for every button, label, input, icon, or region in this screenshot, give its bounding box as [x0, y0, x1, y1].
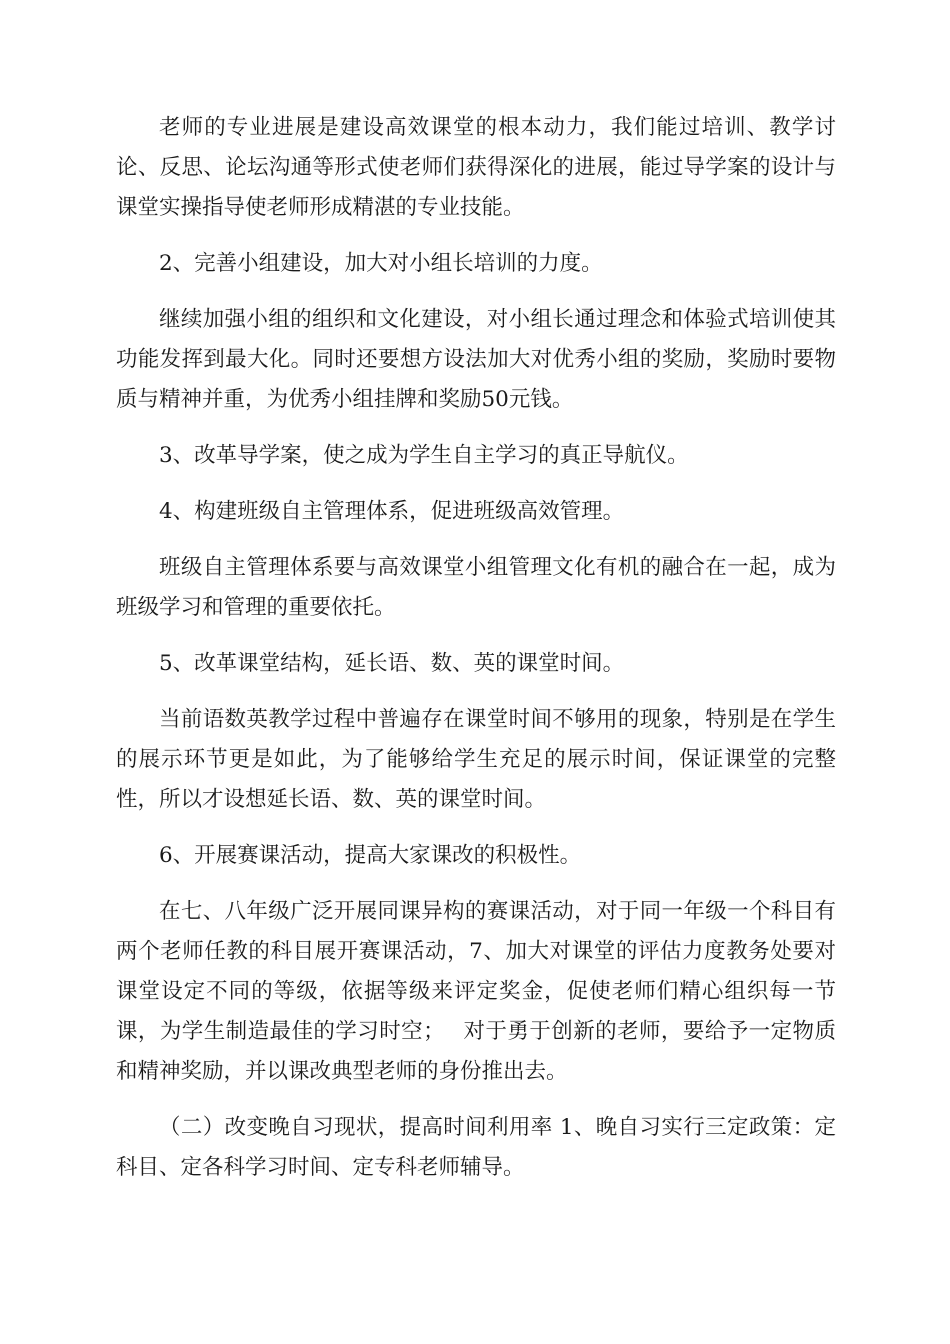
paragraph-group-building: 继续加强小组的组织和文化建设，对小组长通过理念和体验式培训使其功能发挥到最大化。同时还要想方设法加大对优秀小组的奖励，奖励时要物质与精神并重，为优秀小组挂牌和奖励50元钱。 — [116, 307, 836, 412]
paragraph-lesson-competition: 在七、八年级广泛开展同课异构的赛课活动，对于同一年级一个科目有两个老师任教的科目展开赛课活动，7、加大对课堂的评估力度教务处要对课堂设定不同的等级，依据等级来评定奖金，促使老师们精心组织每一节课，为学生制造最佳的学习时空； 对于勇于创新的老师，要给予一定物质和精神奖励，并以课改典型老师的身份推出去。 — [116, 899, 836, 1084]
heading-item-3: 3、改革导学案，使之成为学生自主学习的真正导航仪。 — [159, 443, 689, 468]
heading-item-4: 4、构建班级自主管理体系，促进班级高效管理。 — [159, 499, 625, 524]
paragraph-class-management: 班级自主管理体系要与高效课堂小组管理文化有机的融合在一起，成为班级学习和管理的重要依托。 — [116, 555, 836, 620]
heading-item-5: 5、改革课堂结构，延长语、数、英的课堂时间。 — [159, 651, 625, 676]
paragraph-teacher-development: 老师的专业进展是建设高效课堂的根本动力，我们能过培训、教学讨论、反思、论坛沟通等形式使老师们获得深化的进展，能过导学案的设计与课堂实操指导使老师形成精湛的专业技能。 — [116, 115, 836, 220]
paragraph-evening-study: （二）改变晚自习现状，提高时间利用率 1、晚自习实行三定政策：定科目、定各科学习时间、定专科老师辅导。 — [116, 1115, 836, 1180]
document-body — [116, 108, 836, 1204]
heading-item-2: 2、完善小组建设，加大对小组长培训的力度。 — [159, 251, 603, 276]
paragraph-class-time: 当前语数英教学过程中普遍存在课堂时间不够用的现象，特别是在学生的展示环节更是如此，为了能够给学生充足的展示时间，保证课堂的完整性，所以才设想延长语、数、英的课堂时间。 — [116, 707, 836, 812]
heading-item-6: 6、开展赛课活动，提高大家课改的积极性。 — [159, 843, 582, 868]
